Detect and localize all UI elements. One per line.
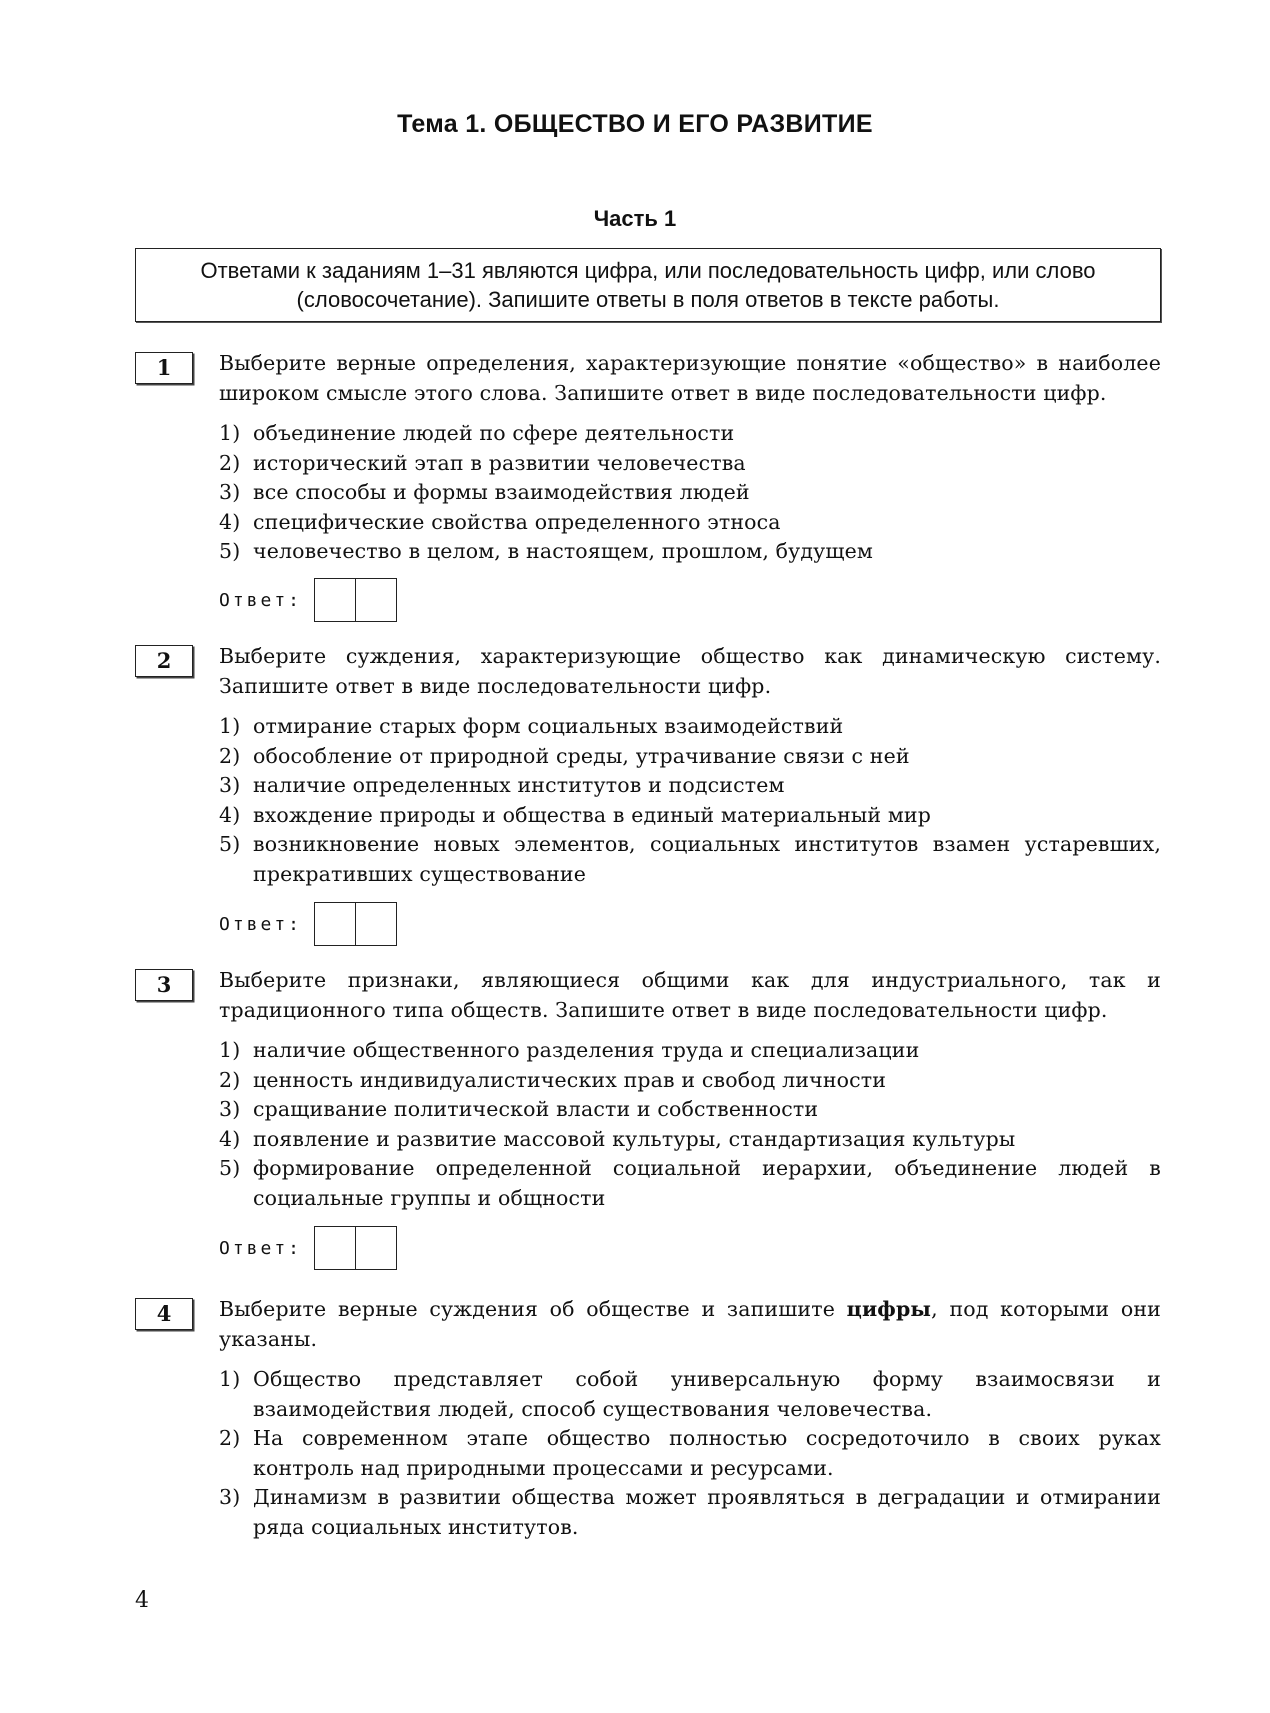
option-text: ценность индивидуалистических прав и свобод личности: [253, 1067, 887, 1092]
option-text: объединение людей по сфере деятельности: [253, 421, 735, 445]
option-number: 1): [219, 1038, 241, 1062]
option-text: вхождение природы и общества в единый материальный мир: [253, 802, 932, 827]
option-text: сращивание политической власти и собственности: [253, 1097, 819, 1121]
answer-cell[interactable]: [315, 1227, 355, 1269]
option-item: [219, 712, 1161, 742]
option-item: [219, 419, 1161, 449]
option-number: 5): [219, 832, 241, 856]
options-list: [219, 1036, 1161, 1213]
option-item: [219, 1483, 1161, 1542]
option-number: 4): [219, 509, 241, 534]
question-text: Выберите признаки, являющиеся общими как для индустриального, так и традиционного типа обществ. Запишите ответ в виде последовательности цифр.: [219, 968, 1161, 1022]
option-item: [219, 801, 1161, 831]
answer-label: Ответ:: [219, 589, 303, 611]
question-text: [219, 1295, 1161, 1354]
answer-row: [219, 1226, 397, 1270]
question-text: Выберите верные определения, характеризующие понятие «общество» в наиболее широком смысле этого слова. Запишите ответ в виде последовательности цифр.: [219, 351, 1161, 405]
option-text: обособление от природной среды, утрачивание связи с ней: [253, 743, 910, 768]
option-text: все способы и формы взаимодействия людей: [253, 480, 750, 504]
option-item: [219, 830, 1161, 889]
option-number: 1): [219, 421, 241, 445]
option-text: отмирание старых форм социальных взаимодействий: [253, 714, 844, 738]
option-item: [219, 1095, 1161, 1125]
option-number: 4): [219, 802, 241, 827]
option-number: 2): [219, 743, 241, 768]
option-item: [219, 449, 1161, 479]
answer-field[interactable]: [314, 902, 397, 946]
options-list: [219, 419, 1161, 567]
option-item: [219, 1365, 1161, 1424]
option-item: [219, 1154, 1161, 1213]
question-number-box: 2: [135, 645, 193, 677]
option-item: [219, 1424, 1161, 1483]
answer-field[interactable]: [314, 578, 397, 622]
answer-cell[interactable]: [355, 1227, 396, 1269]
options-list: [219, 712, 1161, 889]
option-text: появление и развитие массовой культуры, стандартизация культуры: [253, 1126, 1016, 1151]
page-number: 4: [135, 1588, 149, 1613]
option-text: На современном этапе общество полностью сосредоточило в своих руках контроль над природными процессами и ресурсами.: [253, 1426, 1161, 1480]
answer-cell[interactable]: [315, 579, 355, 621]
option-number: 2): [219, 1426, 241, 1450]
option-item: [219, 1036, 1161, 1066]
option-number: 4): [219, 1126, 241, 1151]
option-item: [219, 478, 1161, 508]
page-title: Тема 1. ОБЩЕСТВО И ЕГО РАЗВИТИЕ: [397, 110, 873, 138]
question-number-box: 4: [135, 1298, 193, 1330]
question-text: Выберите суждения, характеризующие общество как динамическую систему. Запишите ответ в виде последовательности цифр.: [219, 644, 1161, 698]
option-text: наличие определенных институтов и подсистем: [253, 773, 785, 797]
option-text: специфические свойства определенного этноса: [253, 509, 781, 534]
option-number: 2): [219, 450, 241, 475]
option-text: человечество в целом, в настоящем, прошлом, будущем: [253, 539, 873, 563]
question-text-emphasis: цифры: [846, 1297, 932, 1321]
option-text: формирование определенной социальной иерархии, объединение людей в социальные группы и общности: [253, 1156, 1161, 1210]
option-text: Динамизм в развитии общества может проявляться в деградации и отмирании ряда социальных институтов.: [253, 1485, 1161, 1539]
option-item: [219, 1066, 1161, 1096]
option-number: 5): [219, 1156, 241, 1180]
part-heading: Часть 1: [593, 206, 677, 231]
option-number: 3): [219, 1485, 241, 1509]
option-text: Общество представляет собой универсальную форму взаимосвязи и взаимодействия людей, способ существования человечества.: [253, 1367, 1161, 1421]
answer-label: Ответ:: [219, 1237, 303, 1259]
option-number: 1): [219, 714, 241, 738]
answer-cell[interactable]: [355, 903, 396, 945]
options-list: [219, 1365, 1161, 1542]
option-item: [219, 537, 1161, 567]
option-number: 1): [219, 1367, 241, 1391]
option-number: 3): [219, 480, 241, 504]
option-number: 3): [219, 1097, 241, 1121]
option-text: наличие общественного разделения труда и специализации: [253, 1038, 920, 1062]
question-number-box: 3: [135, 969, 193, 1001]
option-item: [219, 771, 1161, 801]
answer-row: [219, 578, 397, 622]
question-text-part: Выберите верные суждения об обществе и запишите: [219, 1297, 847, 1321]
answer-cell[interactable]: [315, 903, 355, 945]
option-item: [219, 1125, 1161, 1155]
option-text: возникновение новых элементов, социальных институтов взамен устаревших, прекративших существование: [253, 832, 1161, 886]
answer-cell[interactable]: [355, 579, 396, 621]
answer-label: Ответ:: [219, 913, 303, 935]
option-item: [219, 508, 1161, 538]
instructions-box: Ответами к заданиям 1–31 являются цифра, или последовательность цифр, или слово (словосочетание). Запишите ответы в поля ответов в тексте работы.: [135, 248, 1161, 322]
option-text: исторический этап в развитии человечества: [253, 450, 746, 475]
option-item: [219, 742, 1161, 772]
answer-field[interactable]: [314, 1226, 397, 1270]
option-number: 3): [219, 773, 241, 797]
option-number: 2): [219, 1067, 241, 1092]
question-text-part: , под которыми они указаны.: [219, 1297, 1161, 1351]
option-number: 5): [219, 539, 241, 563]
answer-row: [219, 902, 397, 946]
question-number-box: 1: [135, 352, 193, 384]
